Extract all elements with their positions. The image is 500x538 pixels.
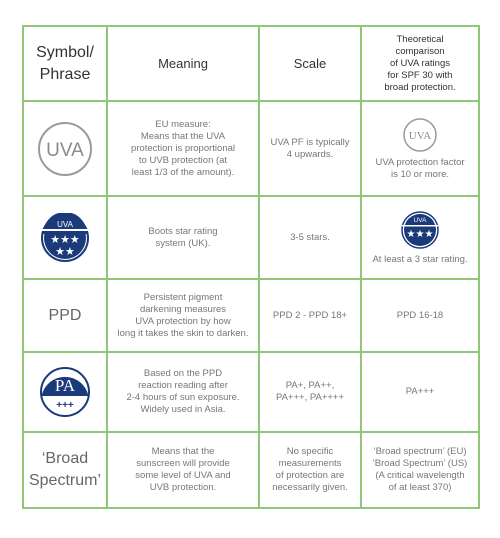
row2-comparison: UVA ★★★ At least a 3 star rating.: [362, 197, 478, 280]
row2-meaning: Boots star rating system (UK).: [108, 197, 260, 280]
uva-circle-logo-icon: [37, 121, 93, 177]
row2-scale: 3-5 stars.: [260, 197, 362, 280]
svg-text:PA: PA: [54, 376, 76, 395]
row5-scale: No specific measurements of protection are necessarily given.: [260, 433, 362, 507]
row4-scale: PA+, PA++, PA+++, PA++++: [260, 353, 362, 433]
svg-text:UVA: UVA: [413, 216, 427, 224]
svg-text:UVA: UVA: [57, 219, 73, 229]
header-scale: Scale: [260, 27, 362, 102]
header-symbol: Symbol/ Phrase: [24, 27, 108, 102]
uva-circle-small-icon: [402, 117, 438, 153]
row3-meaning: Persistent pigment darkening measures UVA protection by how long it takes the skin to darken.: [108, 280, 260, 353]
row3-comparison: PPD 16-18: [362, 280, 478, 353]
row1-meaning: EU measure: Means that the UVA protection is proportional to UVB protection (at least 1/3 of the amount).: [108, 102, 260, 197]
svg-text:UVA: UVA: [408, 129, 432, 142]
row1-scale: UVA PF is typically 4 upwards.: [260, 102, 362, 197]
uva-comparison-table: [22, 25, 480, 509]
row1-comparison: UVA UVA protection factor is 10 or more.: [362, 102, 478, 197]
row4-meaning: Based on the PPD reaction reading after 2-4 hours of sun exposure. Widely used in Asia.: [108, 353, 260, 433]
row2-symbol: [24, 197, 108, 280]
row1-symbol: [24, 102, 108, 197]
row5-comparison: ‘Broad spectrum’ (EU) ‘Broad Spectrum’ (US) (A critical wavelength of at least 370): [372, 446, 468, 493]
row4-comparison: PA+++: [362, 353, 478, 433]
svg-text:UVA: UVA: [46, 139, 84, 161]
svg-text:+++: +++: [56, 400, 74, 411]
header-meaning: Meaning: [108, 27, 260, 102]
row5-symbol: ‘Broad Spectrum’: [24, 433, 108, 507]
svg-text:★★: ★★: [55, 245, 75, 258]
header-comparison: Theoretical comparison of UVA ratings for SPF 30 with broad protection.: [362, 27, 478, 102]
row3-scale: PPD 2 - PPD 18+: [260, 280, 362, 353]
row3-symbol: PPD: [24, 280, 108, 353]
boots-uva-star-badge-icon: [40, 213, 90, 263]
pa-plus-badge-icon: [39, 366, 91, 418]
svg-text:★★★: ★★★: [50, 233, 80, 246]
svg-text:★★★: ★★★: [406, 228, 434, 240]
boots-uva-three-star-icon: [400, 210, 440, 250]
row4-symbol: [24, 353, 108, 433]
row5-meaning: Means that the sunscreen will provide some level of UVA and UVB protection.: [108, 433, 260, 507]
